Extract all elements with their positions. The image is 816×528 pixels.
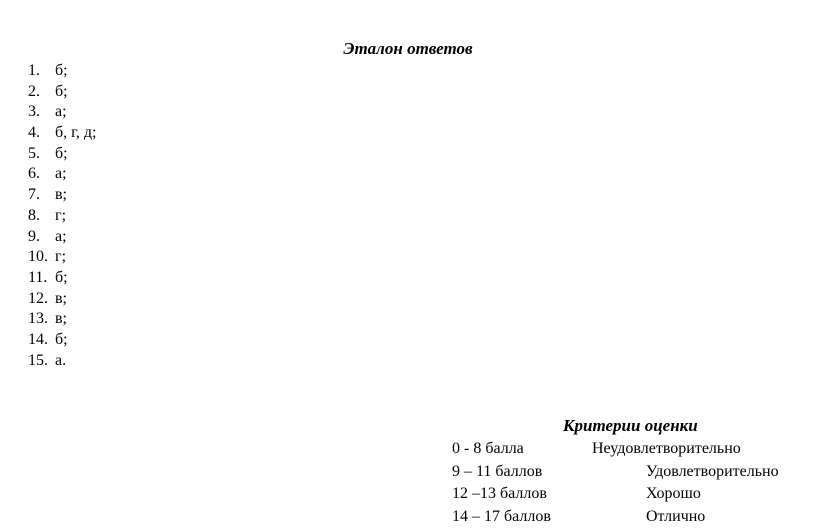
item-number: 9. [28,227,55,248]
list-item [28,206,96,227]
item-number: 15. [28,351,55,372]
item-answer: в; [55,186,67,203]
item-number: 5. [28,144,55,165]
page-title: Эталон ответов [0,38,816,60]
criteria-row [452,506,812,528]
item-number: 8. [28,206,55,227]
item-number: 6. [28,164,55,185]
item-answer: б, г, д; [55,124,96,141]
list-item [28,309,96,330]
item-answer: г; [55,248,66,265]
criteria-row [452,438,812,461]
item-answer: г; [55,207,66,224]
item-answer: б; [55,269,68,286]
item-number: 7. [28,185,55,206]
list-item [28,289,96,310]
item-number: 1. [28,61,55,82]
list-item [28,227,96,248]
item-number: 13. [28,309,55,330]
grading-criteria-table [452,438,812,528]
list-item [28,102,96,123]
criteria-row [452,483,812,506]
item-answer: б; [55,145,68,162]
item-number: 10. [28,247,55,268]
list-item [28,82,96,103]
item-answer: б; [55,83,68,100]
item-number: 4. [28,123,55,144]
item-number: 3. [28,102,55,123]
item-answer: а; [55,103,67,120]
list-item [28,351,96,372]
list-item [28,61,96,82]
list-item [28,123,96,144]
score-range: 12 –13 баллов [452,483,547,506]
item-number: 2. [28,82,55,103]
score-range: 0 - 8 балла [452,438,524,461]
grade-label: Отлично [646,506,705,528]
grade-label: Хорошо [646,483,701,506]
item-number: 11. [28,268,55,289]
score-range: 14 – 17 баллов [452,506,551,528]
list-item [28,185,96,206]
item-number: 12. [28,289,55,310]
item-answer: а; [55,228,67,245]
grade-label: Неудовлетворительно [592,438,741,461]
list-item [28,144,96,165]
item-answer: б; [55,331,68,348]
criteria-row [452,461,812,484]
item-answer: а; [55,165,67,182]
item-answer: в; [55,290,67,307]
criteria-title: Критерии оценки [563,415,698,437]
item-answer: а. [55,352,66,369]
list-item [28,268,96,289]
item-answer: в; [55,310,67,327]
list-item [28,330,96,351]
item-answer: б; [55,62,68,79]
score-range: 9 – 11 баллов [452,461,542,484]
list-item [28,247,96,268]
list-item [28,164,96,185]
answer-key-list [28,61,96,371]
item-number: 14. [28,330,55,351]
grade-label: Удовлетворительно [646,461,779,484]
